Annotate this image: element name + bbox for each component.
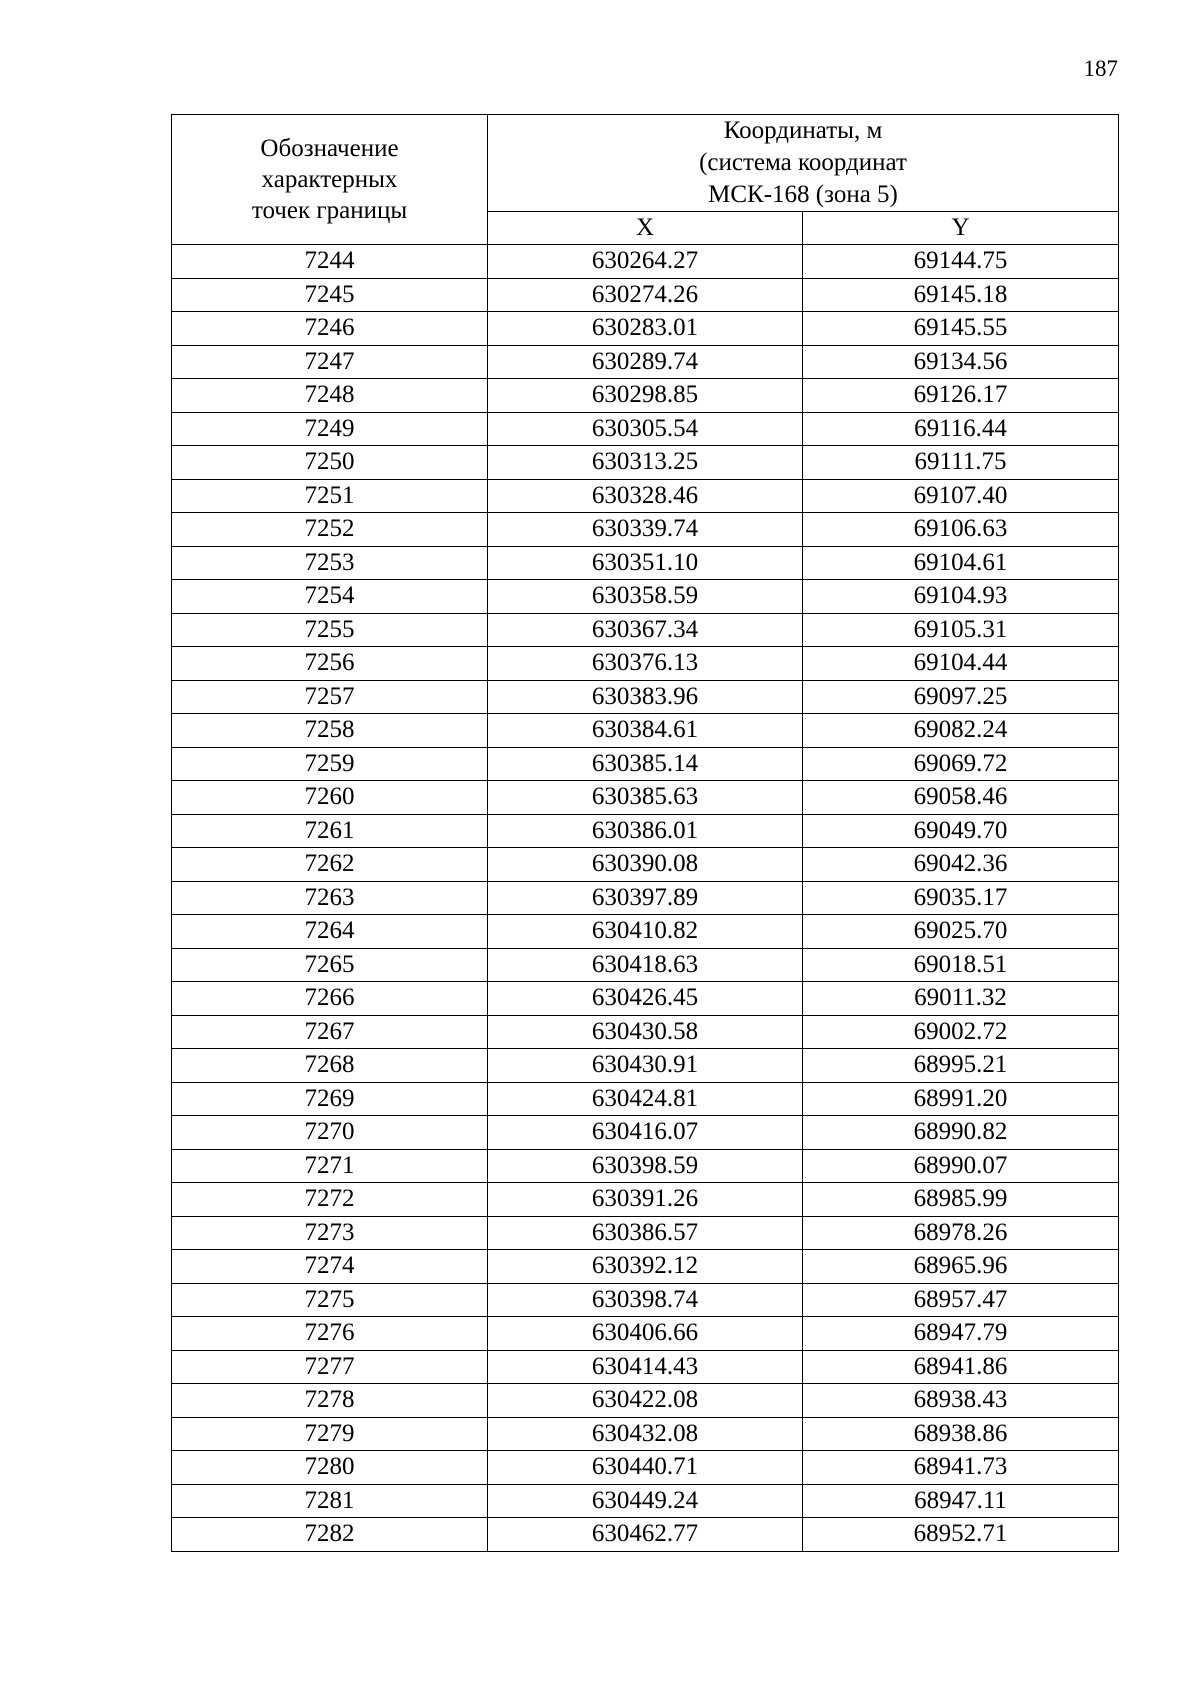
y-coordinate-cell: 69144.75 — [803, 245, 1119, 279]
y-coordinate-cell: 69104.93 — [803, 580, 1119, 614]
x-coordinate-cell: 630298.85 — [488, 379, 803, 413]
y-coordinate-cell: 68938.43 — [803, 1384, 1119, 1418]
x-coordinate-cell: 630416.07 — [488, 1116, 803, 1150]
point-id-cell: 7275 — [172, 1283, 488, 1317]
page-number: 187 — [1083, 56, 1118, 81]
y-coordinate-cell: 69097.25 — [803, 680, 1119, 714]
table-row — [172, 1183, 1119, 1217]
x-coordinate-cell: 630398.59 — [488, 1149, 803, 1183]
header-row-main — [172, 115, 1119, 212]
point-id-cell: 7262 — [172, 848, 488, 882]
x-coordinate-cell: 630383.96 — [488, 680, 803, 714]
y-coordinate-cell: 68991.20 — [803, 1082, 1119, 1116]
x-coordinate-cell: 630328.46 — [488, 479, 803, 513]
point-id-cell: 7269 — [172, 1082, 488, 1116]
point-id-cell: 7251 — [172, 479, 488, 513]
point-id-cell: 7249 — [172, 412, 488, 446]
table-row — [172, 915, 1119, 949]
point-id-cell: 7264 — [172, 915, 488, 949]
table-row — [172, 714, 1119, 748]
x-column-header: X — [488, 212, 803, 245]
point-id-cell: 7253 — [172, 546, 488, 580]
x-coordinate-cell: 630430.91 — [488, 1049, 803, 1083]
point-id-cell: 7254 — [172, 580, 488, 614]
x-coordinate-cell: 630264.27 — [488, 245, 803, 279]
x-coordinate-cell: 630385.63 — [488, 781, 803, 815]
x-coordinate-cell: 630351.10 — [488, 546, 803, 580]
point-id-cell: 7258 — [172, 714, 488, 748]
x-coordinate-cell: 630305.54 — [488, 412, 803, 446]
point-id-cell: 7276 — [172, 1317, 488, 1351]
x-coordinate-cell: 630384.61 — [488, 714, 803, 748]
point-id-cell: 7247 — [172, 345, 488, 379]
table-row — [172, 881, 1119, 915]
point-id-cell: 7259 — [172, 747, 488, 781]
point-id-cell: 7257 — [172, 680, 488, 714]
x-coordinate-cell: 630289.74 — [488, 345, 803, 379]
point-id-cell: 7277 — [172, 1350, 488, 1384]
y-coordinate-cell: 69126.17 — [803, 379, 1119, 413]
table-row — [172, 580, 1119, 614]
x-coordinate-cell: 630385.14 — [488, 747, 803, 781]
table-row — [172, 814, 1119, 848]
y-coordinate-cell: 69049.70 — [803, 814, 1119, 848]
x-coordinate-cell: 630313.25 — [488, 446, 803, 480]
table-row — [172, 1384, 1119, 1418]
table-row — [172, 546, 1119, 580]
table-row — [172, 1451, 1119, 1485]
point-id-cell: 7268 — [172, 1049, 488, 1083]
coordinates-header: Координаты, м (система координат МСК-168 (зона 5) — [488, 115, 1119, 212]
x-coordinate-cell: 630390.08 — [488, 848, 803, 882]
table-header — [172, 115, 1119, 245]
y-coordinate-cell: 68947.79 — [803, 1317, 1119, 1351]
y-coordinate-cell: 68990.82 — [803, 1116, 1119, 1150]
table-row — [172, 1317, 1119, 1351]
point-id-cell: 7261 — [172, 814, 488, 848]
y-coordinate-cell: 69145.55 — [803, 312, 1119, 346]
y-coordinate-cell: 69116.44 — [803, 412, 1119, 446]
x-coordinate-cell: 630397.89 — [488, 881, 803, 915]
table-body — [172, 245, 1119, 1552]
point-id-cell: 7279 — [172, 1417, 488, 1451]
point-id-cell: 7272 — [172, 1183, 488, 1217]
table-row — [172, 747, 1119, 781]
coordinates-table — [171, 114, 1119, 1552]
table-row — [172, 1484, 1119, 1518]
table-row — [172, 613, 1119, 647]
y-column-header: Y — [803, 212, 1119, 245]
y-coordinate-cell: 69035.17 — [803, 881, 1119, 915]
point-id-cell: 7263 — [172, 881, 488, 915]
y-coordinate-cell: 69002.72 — [803, 1015, 1119, 1049]
x-coordinate-cell: 630376.13 — [488, 647, 803, 681]
point-id-cell: 7266 — [172, 982, 488, 1016]
point-id-cell: 7271 — [172, 1149, 488, 1183]
table-row — [172, 1049, 1119, 1083]
point-id-cell: 7246 — [172, 312, 488, 346]
table-row — [172, 412, 1119, 446]
table-row — [172, 1149, 1119, 1183]
x-coordinate-cell: 630414.43 — [488, 1350, 803, 1384]
x-coordinate-cell: 630367.34 — [488, 613, 803, 647]
table-row — [172, 982, 1119, 1016]
table-row — [172, 1350, 1119, 1384]
y-coordinate-cell: 68990.07 — [803, 1149, 1119, 1183]
y-coordinate-cell: 68995.21 — [803, 1049, 1119, 1083]
x-coordinate-cell: 630274.26 — [488, 278, 803, 312]
x-coordinate-cell: 630392.12 — [488, 1250, 803, 1284]
y-coordinate-cell: 69106.63 — [803, 513, 1119, 547]
x-coordinate-cell: 630283.01 — [488, 312, 803, 346]
y-coordinate-cell: 69011.32 — [803, 982, 1119, 1016]
y-coordinate-cell: 69025.70 — [803, 915, 1119, 949]
table-row — [172, 1216, 1119, 1250]
point-id-cell: 7248 — [172, 379, 488, 413]
x-coordinate-cell: 630410.82 — [488, 915, 803, 949]
x-coordinate-cell: 630386.01 — [488, 814, 803, 848]
y-coordinate-cell: 68947.11 — [803, 1484, 1119, 1518]
y-coordinate-cell: 68957.47 — [803, 1283, 1119, 1317]
table-row — [172, 781, 1119, 815]
table-row — [172, 513, 1119, 547]
point-id-cell: 7278 — [172, 1384, 488, 1418]
x-coordinate-cell: 630426.45 — [488, 982, 803, 1016]
x-coordinate-cell: 630339.74 — [488, 513, 803, 547]
point-designation-header: Обозначение характерных точек границы — [172, 115, 488, 245]
x-coordinate-cell: 630358.59 — [488, 580, 803, 614]
table-row — [172, 1082, 1119, 1116]
y-coordinate-cell: 68965.96 — [803, 1250, 1119, 1284]
point-id-cell: 7280 — [172, 1451, 488, 1485]
x-coordinate-cell: 630406.66 — [488, 1317, 803, 1351]
table-row — [172, 948, 1119, 982]
point-id-cell: 7244 — [172, 245, 488, 279]
point-id-cell: 7282 — [172, 1518, 488, 1552]
y-coordinate-cell: 69018.51 — [803, 948, 1119, 982]
y-coordinate-cell: 69105.31 — [803, 613, 1119, 647]
y-coordinate-cell: 68941.86 — [803, 1350, 1119, 1384]
y-coordinate-cell: 69145.18 — [803, 278, 1119, 312]
table-row — [172, 1250, 1119, 1284]
x-coordinate-cell: 630422.08 — [488, 1384, 803, 1418]
y-coordinate-cell: 68985.99 — [803, 1183, 1119, 1217]
point-id-cell: 7250 — [172, 446, 488, 480]
y-coordinate-cell: 69042.36 — [803, 848, 1119, 882]
x-coordinate-cell: 630462.77 — [488, 1518, 803, 1552]
point-id-cell: 7270 — [172, 1116, 488, 1150]
y-coordinate-cell: 68938.86 — [803, 1417, 1119, 1451]
y-coordinate-cell: 69058.46 — [803, 781, 1119, 815]
point-id-cell: 7260 — [172, 781, 488, 815]
x-coordinate-cell: 630386.57 — [488, 1216, 803, 1250]
table-row — [172, 446, 1119, 480]
y-coordinate-cell: 69069.72 — [803, 747, 1119, 781]
point-id-cell: 7265 — [172, 948, 488, 982]
x-coordinate-cell: 630430.58 — [488, 1015, 803, 1049]
table-row — [172, 479, 1119, 513]
point-id-cell: 7255 — [172, 613, 488, 647]
point-id-cell: 7252 — [172, 513, 488, 547]
x-coordinate-cell: 630424.81 — [488, 1082, 803, 1116]
point-id-cell: 7267 — [172, 1015, 488, 1049]
x-coordinate-cell: 630398.74 — [488, 1283, 803, 1317]
y-coordinate-cell: 69111.75 — [803, 446, 1119, 480]
x-coordinate-cell: 630391.26 — [488, 1183, 803, 1217]
x-coordinate-cell: 630440.71 — [488, 1451, 803, 1485]
y-coordinate-cell: 68952.71 — [803, 1518, 1119, 1552]
table-row — [172, 312, 1119, 346]
point-id-cell: 7256 — [172, 647, 488, 681]
y-coordinate-cell: 68941.73 — [803, 1451, 1119, 1485]
y-coordinate-cell: 69104.44 — [803, 647, 1119, 681]
table-row — [172, 245, 1119, 279]
y-coordinate-cell: 69134.56 — [803, 345, 1119, 379]
y-coordinate-cell: 68978.26 — [803, 1216, 1119, 1250]
point-id-cell: 7281 — [172, 1484, 488, 1518]
table-row — [172, 647, 1119, 681]
x-coordinate-cell: 630432.08 — [488, 1417, 803, 1451]
point-id-cell: 7273 — [172, 1216, 488, 1250]
x-coordinate-cell: 630418.63 — [488, 948, 803, 982]
table-row — [172, 1116, 1119, 1150]
x-coordinate-cell: 630449.24 — [488, 1484, 803, 1518]
point-id-cell: 7274 — [172, 1250, 488, 1284]
table-row — [172, 1015, 1119, 1049]
table-row — [172, 680, 1119, 714]
table-row — [172, 345, 1119, 379]
table-row — [172, 278, 1119, 312]
table-row — [172, 1417, 1119, 1451]
table-row — [172, 379, 1119, 413]
table-row — [172, 1283, 1119, 1317]
y-coordinate-cell: 69107.40 — [803, 479, 1119, 513]
y-coordinate-cell: 69082.24 — [803, 714, 1119, 748]
y-coordinate-cell: 69104.61 — [803, 546, 1119, 580]
table-row — [172, 1518, 1119, 1552]
table-row — [172, 848, 1119, 882]
point-id-cell: 7245 — [172, 278, 488, 312]
